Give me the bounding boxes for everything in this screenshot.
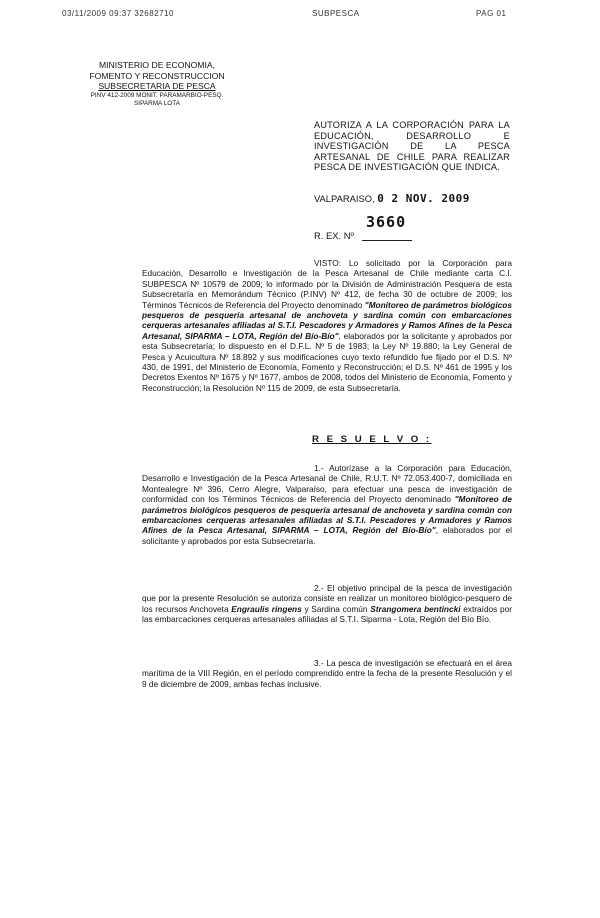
resolution-item-1: 1.- Autorízase a la Corporación para Educación, Desarrollo e Investigación de la Pesca Artesanal de Chile, R.U.T. Nº 72.053.400-7, domiciliada en Montealegre Nº 396, Cerro Alegre, Valparaíso, para efectuar una pesca de investigación de conformidad con los Términos Técnicos de Referencia del Proyecto denominado "Monitoreo de parámetros biológicos pesqueros de pesquería artesanal de anchoveta y sardina común con embarcaciones cerqueras artesanales afiliadas al S.T.I. Pescadores y Armadores y Ramos Afines de la Pesca Artesanal, SIPARMA – LOTA, Región del Bío-Bío", elaborados por el solicitante y aprobados por esta Subsecretaría. <box>142 463 512 546</box>
resolution-item-2: 2.- El objetivo principal de la pesca de investigación que por la presente Resolución se autoriza consiste en realizar un monitoreo biológico-pesquero de los recursos Anchoveta Engraulis ringens y Sardina común Strangomera bentincki extraídos por las embarcaciones cerqueras artesanales afiliadas al S.T.I. Siparma - Lota, Región del Bío Bío. <box>142 583 513 625</box>
date-row <box>314 192 470 205</box>
date-stamp: 0 2 NOV. 2009 <box>377 192 470 205</box>
subsecretaria-line: SUBSECRETARIA DE PESCA <box>98 81 216 91</box>
ministry-line: MINISTERIO DE ECONOMIA, <box>98 60 216 70</box>
visto-paragraph: VISTO: Lo solicitado por la Corporación para Educación, Desarrollo e Investigación de la Pesca Artesanal de Chile mediante carta C.I. SUBPESCA Nº 10579 de 2009; lo informado por la División de Administración Pesquera de esta Subsecretaría en Memorándum Técnico (P.INV) Nº 412, de fecha 30 de octubre de 2009; los Términos Técnicos de Referencia del Proyecto denominado "Monitoreo de parámetros biológicos pesqueros de pesquería artesanal de anchoveta y sardina común con embarcaciones cerqueras artesanales afiliadas al S.T.I. Pescadores y Armadores y Ramos Afines de la Pesca Artesanal, SIPARMA – LOTA, Región del Bío-Bío", elaborados por la solicitante y aprobados por esta Subsecretaría; lo dispuesto en el D.F.L. Nº 5 de 1983; la Ley Nº 19.880; la Ley General de Pesca y Acuicultura Nº 18.892 y sus modificaciones cuyo texto refundido fue fijado por el D.S. Nº 430, de 1991, del Ministerio de Economía, Fomento y Reconstrucción; el D.S. Nº 461 de 1995 y los Decretos Exentos Nº 1675 y Nº 1677, ambos de 2008, todos del Ministerio de Economía, Fomento y Reconstrucción; la Resolución Nº 115 de 2009, de esta Subsecretaría. <box>142 258 512 393</box>
fax-header-right: PAG 01 <box>476 9 507 18</box>
resolution-number: 3660 <box>366 213 407 231</box>
fax-header-center: SUBPESCA <box>312 9 360 18</box>
resolution-title: AUTORIZA A LA CORPORACIÓN PARA LA EDUCACIÓN, DESARROLLO E INVESTIGACIÓN DE LA PESCA ARTESANAL DE CHILE PARA REALIZAR PESCA DE INVESTIGACIÓN QUE INDICA. <box>314 120 510 173</box>
project-code: PINV 412-2009 MONIT. PARAMARBIO-PESQ. <box>90 91 224 99</box>
fax-header-left: 03/11/2009 09:37 32682710 <box>62 9 175 18</box>
resuelvo-heading: R E S U E L V O : <box>312 434 432 445</box>
project-name: SIPARMA LOTA <box>134 99 180 107</box>
signature-underline <box>362 240 412 241</box>
date-label: VALPARAISO, <box>314 193 375 204</box>
ministry-line: FOMENTO Y RECONSTRUCCION <box>89 70 225 81</box>
resolution-item-3: 3.- La pesca de investigación se efectuará en el área marítima de la VIII Región, en el período comprendido entre la fecha de la presente Resolución y el 9 de diciembre de 2009, ambas fechas inclusive. <box>142 658 512 689</box>
resolution-label: R. EX. Nº <box>314 230 354 241</box>
ministry-block <box>62 60 252 108</box>
